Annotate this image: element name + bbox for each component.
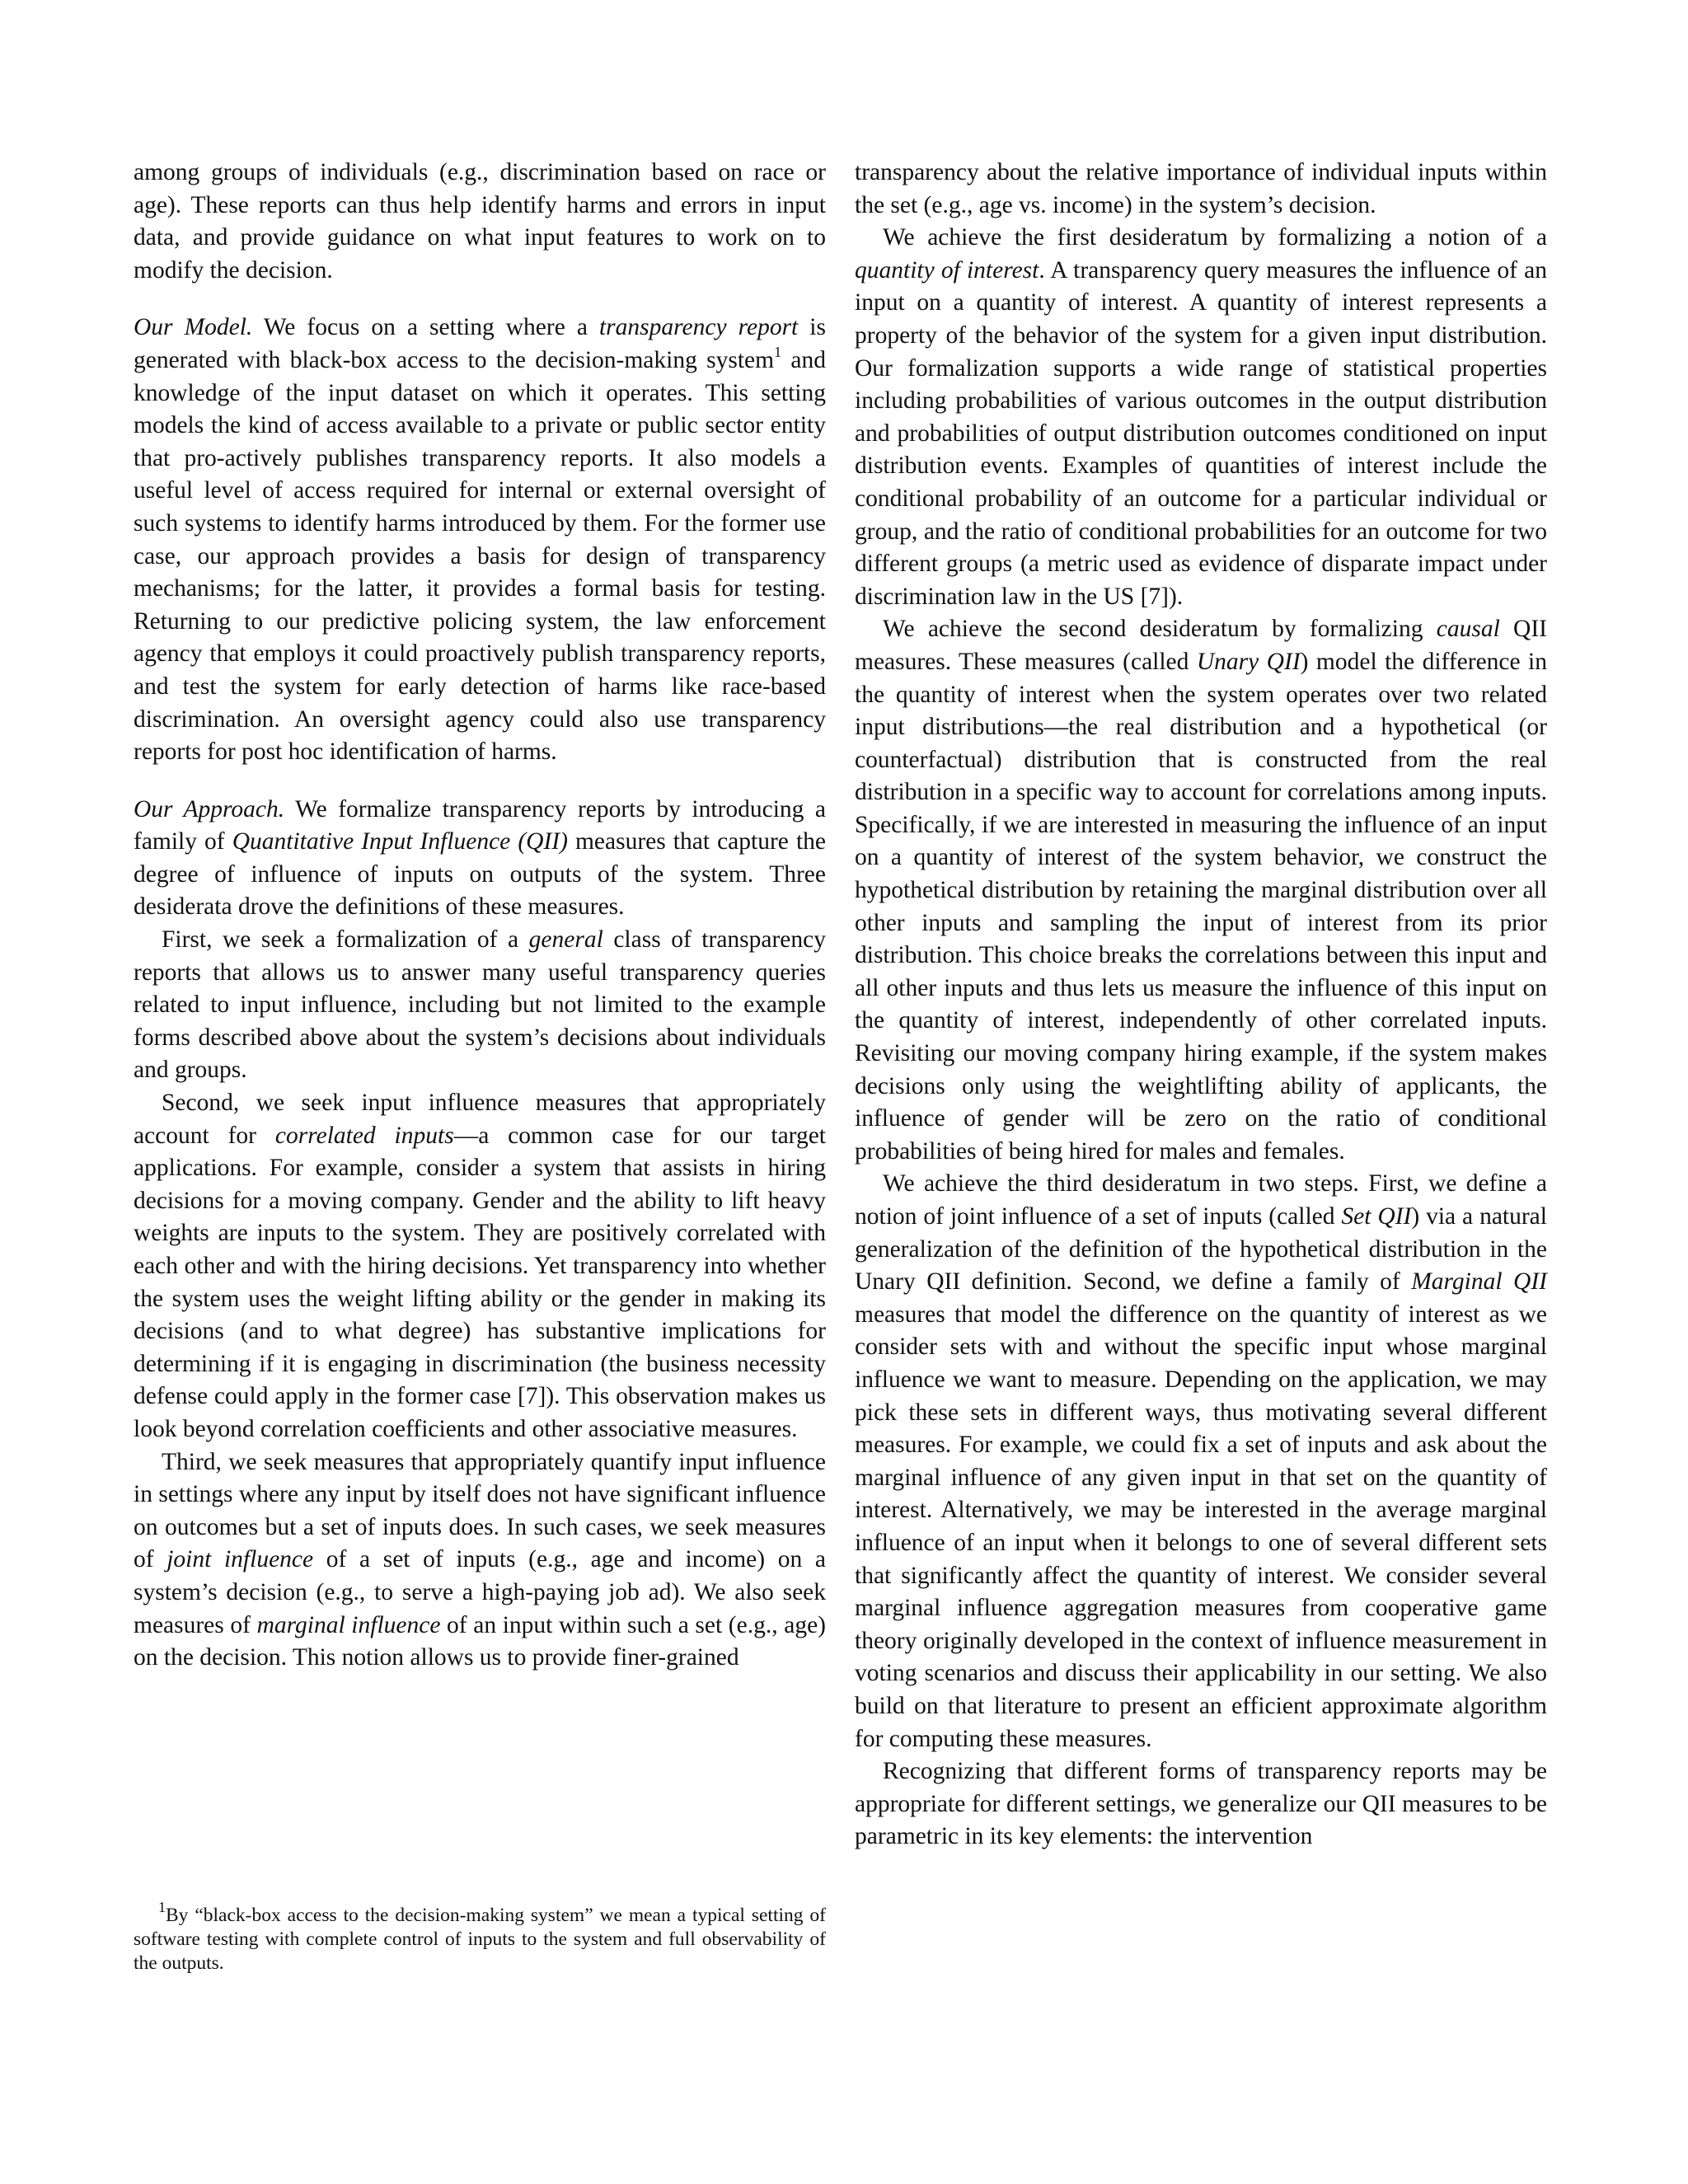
paragraph-third-desideratum: Third, we seek measures that appropriately quantify input influence in settings where any input by itself does not have significant influence on outcomes but a set of inputs does. In such cases, we seek measures of joint influence of a set of inputs (e.g., age and income) on a system’s decision (e.g., to serve a high-paying job ad). We also seek measures of marginal influence of an input within such a set (e.g., age) on the decision. This notion allows us to provide finer-grained [134,1448,827,1671]
paragraph-our-model: Our Model. We focus on a setting where a transparency report is generated with black-box access to the decision-making system$^1$ and knowledge of the input dataset on which it operates. This setting models the kind of access available to a private or public sector entity that pro-actively publishes transparency reports. It also models a useful level of access required for internal or external oversight of such systems to identify harms introduced by them. For the former use case, our approach provides a basis for design of transparency mechanisms; for the latter, it provides a formal basis for testing. Returning to our predictive policing system, the law enforcement agency that employs it could proactively publish transparency reports, and test the system for early detection of harms like race-based discrimination. An oversight agency could also use transparency reports for post hoc identification of harms. [134,314,826,766]
paragraph-intro-continued: among groups of individuals (e.g., discrimination based on race or age). These reports can thus help identify harms and errors in input data, and provide guidance on what input features to work on to modify the decision. [134,159,826,284]
paragraph-first-desideratum: First, we seek a formalization of a general class of transparency reports that allows us to answer many useful transparency queries related to input influence, including but not limited to the example forms described above about the system’s decisions about individuals and groups. [134,926,826,1084]
paragraph-transparency-continued: transparency about the relative importance of individual inputs within the set (e.g., age vs. income) in the system’s decision. [855,159,1547,218]
paragraph-set-marginal-qii: We achieve the third desideratum in two steps. First, we define a notion of joint influence of a set of inputs (called Set QII) via a natural generalization of the definition of the hypothetical distribution in the Unary QII definition. Second, we define a family of Marginal QII measures that model the difference on the quantity of interest as we consider sets with and without the specific input whose marginal influence we want to measure. Depending on the application, we may pick these sets in different ways, thus motivating several different measures. For example, we could fix a set of inputs and ask about the marginal influence of any given input in that set on the quantity of interest. Alternatively, we may be interested in the average marginal influence of an input when it belongs to one of several different sets that significantly affect the quantity of interest. We consider several marginal influence aggregation measures from cooperative game theory originally developed in the context of influence measurement in voting scenarios and discuss their applicability in our setting. We also build on that literature to present an efficient approximate algorithm for computing these measures. [855,1170,1547,1752]
footnote-number: 1 [158,1899,166,1916]
paragraph-unary-qii: We achieve the second desideratum by formalizing causal QII measures. These measures (called Unary QII) model the difference in the quantity of interest when the system operates over two related input distributions—the real distribution and a hypothetical (or counterfactual) distribution that is constructed from the real distribution in a specific way to account for correlations among inputs. Specifically, if we are interested in measuring the influence of an input on a quantity of interest of the system behavior, we construct the hypothetical distribution by retaining the marginal distribution over all other inputs and sampling the input of interest from its prior distribution. This choice breaks the correlations between this input and all other inputs and thus lets us measure the influence of this input on the quantity of interest, independently of other correlated inputs. Revisiting our moving company hiring example, if the system makes decisions only using the weightlifting ability of applicants, the influence of gender will be zero on the ratio of conditional probabilities of being hired for males and females. [855,616,1547,1165]
paragraph-second-desideratum: Second, we seek input influence measures that appropriately account for correlated inputs—a common case for our target applications. For example, consider a system that assists in hiring decisions for a moving company. Gender and the ability to lift heavy weights are inputs to the system. They are positively correlated with each other and with the hiring decisions. Yet transparency into whether the system uses the weight lifting ability or the gender in making its decisions (and to what degree) has substantive implications for determining if it is engaging in discrimination (the business necessity defense could apply in the former case [7]). This observation makes us look beyond correlation coefficients and other associative measures. [134,1090,827,1442]
footnote-text: By “black-box access to the decision-making system” we mean a typical setting of software testing with complete control of inputs to the system and full observability of the outputs. [134,1905,826,1974]
section-heading-our-approach: Our Approach. [134,795,285,823]
paragraph-our-approach: Our Approach. We formalize transparency reports by introducing a family of Quantitative Input Influence (QII) measures that capture the degree of influence of inputs on outputs of the system. Three desiderata drove the definitions of these measures. [134,795,826,921]
paragraph-parametric-qii: Recognizing that different forms of transparency reports may be appropriate for different settings, we generalize our QII measures to be parametric in its key elements: the intervention [855,1758,1547,1850]
right-column [855,157,1547,1854]
left-column [134,157,826,1675]
paragraph-quantity-of-interest: We achieve the first desideratum by formalizing a notion of a quantity of interest. A transparency query measures the influence of an input on a quantity of interest. A quantity of interest represents a property of the behavior of the system for a given input distribution. Our formalization supports a wide range of statistical properties including probabilities of various outcomes in the output distribution and probabilities of output distribution outcomes conditioned on input distribution events. Examples of quantities of interest include the conditional probability of an outcome for a particular individual or group, and the ratio of conditional probabilities for an outcome for two different groups (a metric used as evidence of disparate impact under discrimination law in the US [7]). [855,224,1547,610]
section-heading-our-model: Our Model. [134,314,253,341]
footnote [134,1899,826,1975]
footnote-marker: 1 [774,344,782,361]
